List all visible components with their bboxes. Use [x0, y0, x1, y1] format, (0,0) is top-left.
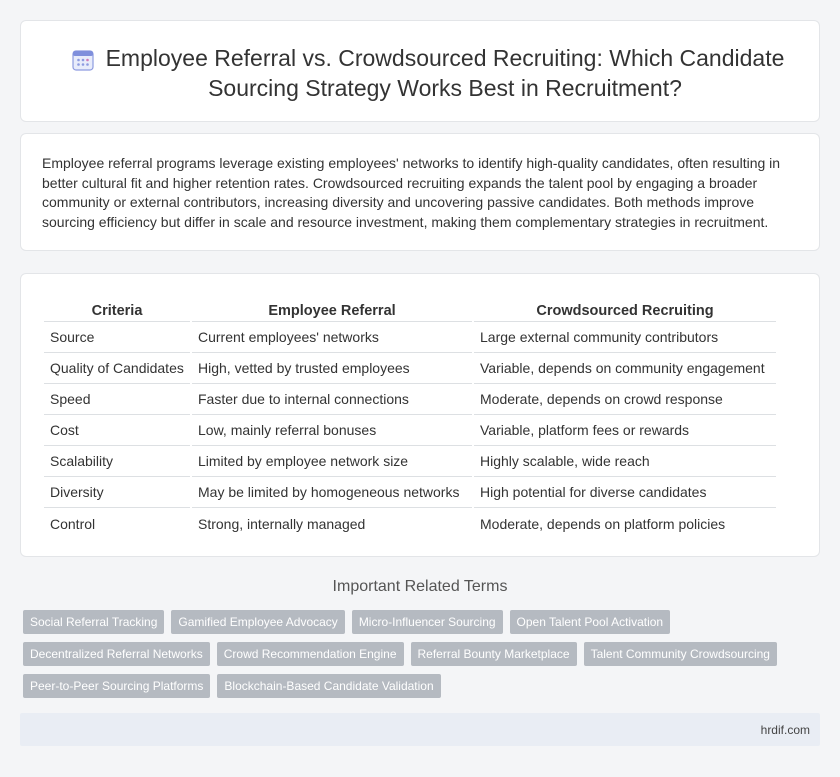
table-cell: Moderate, depends on platform policies	[480, 515, 726, 532]
page-title: Employee Referral vs. Crowdsourced Recruiting: Which Candidate Sourcing Strategy Works Best in Recruitment?	[105, 45, 785, 101]
tag-row	[23, 642, 803, 666]
table-cell: Variable, platform fees or rewards	[474, 415, 776, 446]
table-row	[44, 353, 776, 384]
table-cell: Strong, internally managed	[198, 515, 366, 532]
intro-paragraph: Employee referral programs leverage existing employees' networks to identify high-quality candidates, often resulting in better cultural fit and higher retention rates. Crowdsourced recruiting expands the talent pool by engaging a broader community or external contributors, increasing diversity and uncovering passive candidates. Both methods improve sourcing efficiency but differ in scale and resource investment, making them complementary strategies in recruitment.	[42, 155, 781, 230]
table-cell: Current employees' networks	[192, 322, 472, 353]
table-cell: Highly scalable, wide reach	[474, 446, 776, 477]
related-term-tag[interactable]: Decentralized Referral Networks	[23, 642, 210, 666]
table-cell: Moderate, depends on crowd response	[474, 384, 776, 415]
table-cell: High potential for diverse candidates	[474, 477, 776, 508]
table-cell: Low, mainly referral bonuses	[192, 415, 472, 446]
table-row	[44, 446, 776, 477]
table-row	[44, 322, 776, 353]
table-cell: Scalability	[44, 446, 190, 477]
related-term-tag[interactable]: Social Referral Tracking	[23, 610, 164, 634]
header-criteria: Criteria	[44, 294, 190, 322]
tag-row	[23, 610, 803, 634]
table-row	[44, 415, 776, 446]
table-cell: Limited by employee network size	[192, 446, 472, 477]
footer-site-link[interactable]: hrdif.com	[760, 723, 810, 737]
table-cell: Source	[44, 322, 190, 353]
related-term-tag[interactable]: Gamified Employee Advocacy	[171, 610, 344, 634]
related-term-tag[interactable]: Micro-Influencer Sourcing	[352, 610, 503, 634]
intro-card	[20, 133, 820, 251]
table-cell: Faster due to internal connections	[192, 384, 472, 415]
table-row	[44, 508, 776, 539]
related-term-tag[interactable]: Peer-to-Peer Sourcing Platforms	[23, 674, 210, 698]
comparison-table-card	[20, 273, 820, 557]
related-term-tag[interactable]: Open Talent Pool Activation	[510, 610, 671, 634]
table-cell: Speed	[44, 384, 190, 415]
table-cell: May be limited by homogeneous networks	[192, 477, 472, 508]
related-term-tag[interactable]: Crowd Recommendation Engine	[217, 642, 404, 666]
related-term-tag[interactable]: Blockchain-Based Candidate Validation	[217, 674, 440, 698]
table-row	[44, 477, 776, 508]
related-terms-list	[23, 610, 803, 706]
related-term-tag[interactable]: Talent Community Crowdsourcing	[584, 642, 777, 666]
table-row	[44, 384, 776, 415]
related-term-tag[interactable]: Referral Bounty Marketplace	[411, 642, 577, 666]
table-cell: Variable, depends on community engagement	[474, 353, 776, 384]
related-terms-heading: Important Related Terms	[332, 578, 508, 595]
table-header-row	[44, 294, 776, 322]
table-cell: Cost	[44, 415, 190, 446]
table-cell: Quality of Candidates	[44, 353, 190, 384]
header-crowdsourced-recruiting: Crowdsourced Recruiting	[474, 294, 776, 322]
title-card	[20, 20, 820, 122]
table-cell: Control	[50, 515, 96, 532]
table-cell: High, vetted by trusted employees	[192, 353, 472, 384]
footer	[20, 713, 820, 746]
comparison-table	[42, 294, 778, 539]
tag-row	[23, 674, 803, 698]
header-employee-referral: Employee Referral	[192, 294, 472, 322]
table-cell: Large external community contributors	[474, 322, 776, 353]
table-cell: Diversity	[44, 477, 190, 508]
